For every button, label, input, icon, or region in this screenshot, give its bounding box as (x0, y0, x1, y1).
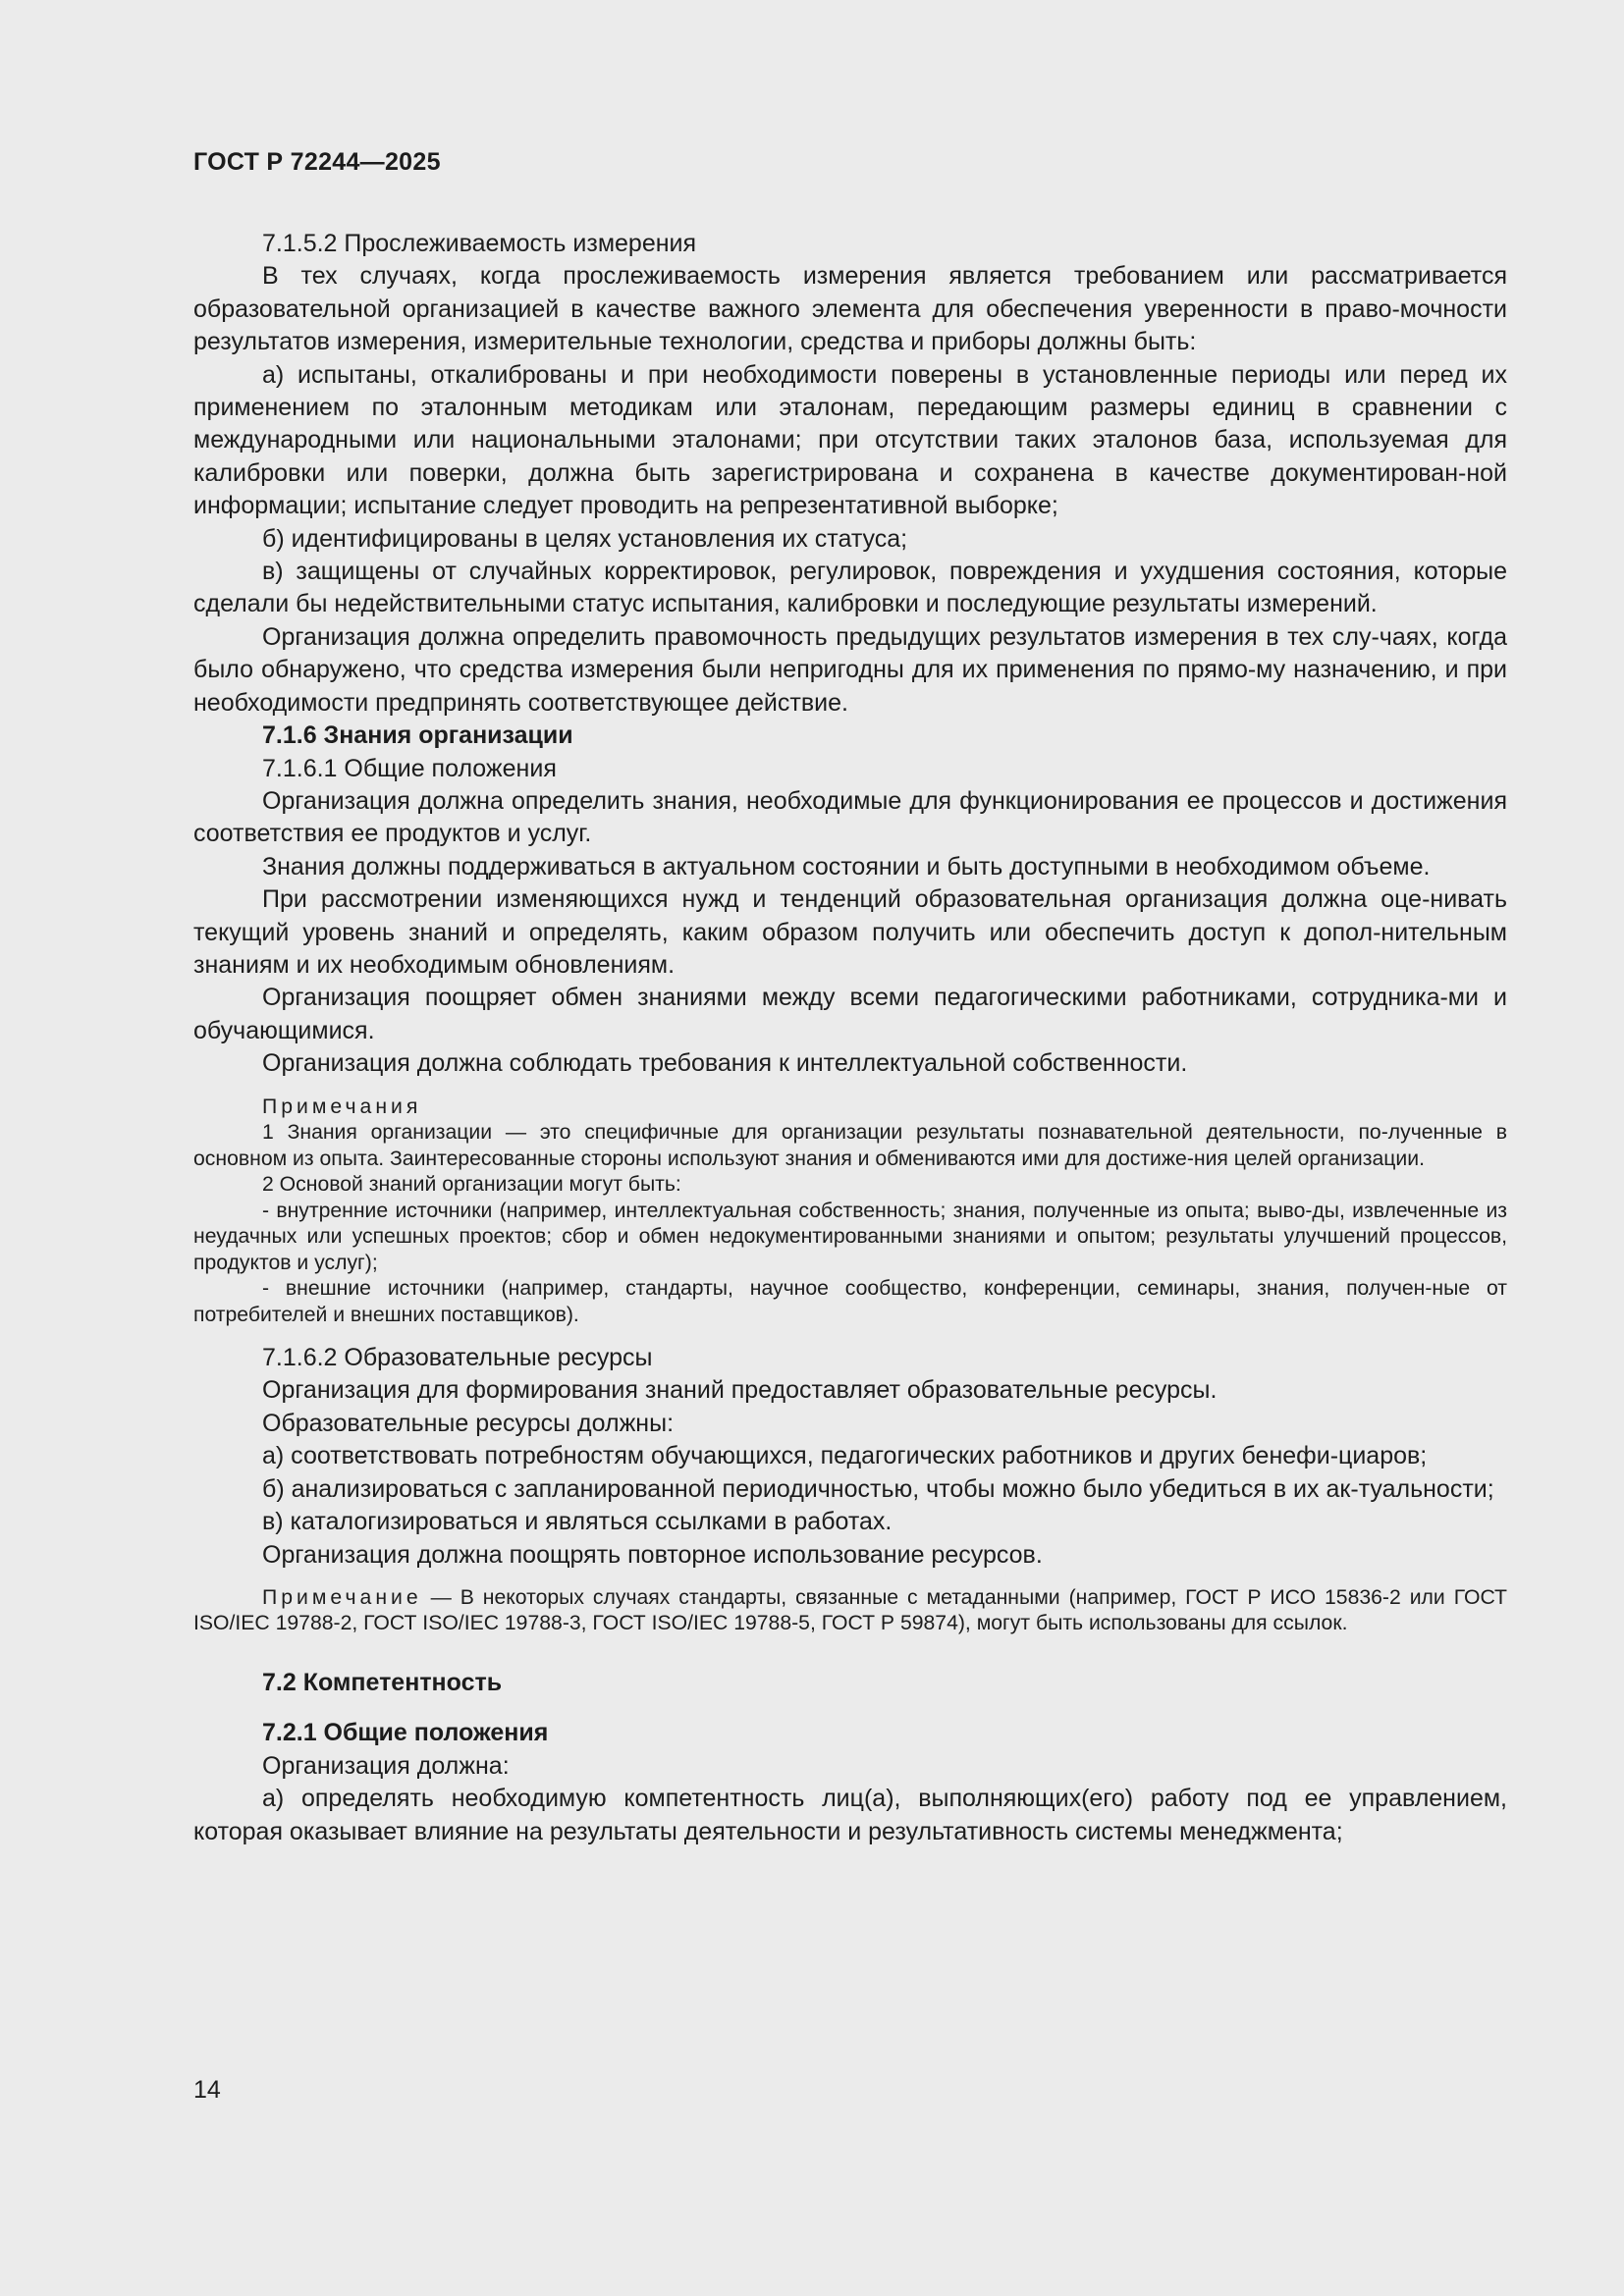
body-paragraph: В тех случаях, когда прослеживаемость измерения является требованием или рассматривается образовательной организацией в качестве важного элемента для обеспечения уверенности в право-мочности результатов измерения, измерительные технологии, средства и приборы должны быть: (193, 262, 1507, 356)
page-content (193, 228, 1507, 1848)
body-paragraph: Организация для формирования знаний предоставляет образовательные ресурсы. (262, 1376, 1218, 1405)
document-header: ГОСТ Р 72244—2025 (193, 148, 441, 176)
body-paragraph: 7.1.5.2 Прослеживаемость измерения (262, 230, 697, 257)
section-heading: 7.1.6 Знания организации (262, 721, 573, 750)
body-paragraph: Организация должна соблюдать требования к интеллектуальной собственности. (262, 1049, 1188, 1078)
body-paragraph: а) соответствовать потребностям обучающихся, педагогических работников и других бенефи-циаров; (262, 1442, 1428, 1470)
body-paragraph: в) защищены от случайных корректировок, регулировок, повреждения и ухудшения состояния, которые сделали бы недействительными статус испытания, калибровки и последующие результаты измерений. (193, 558, 1507, 618)
section-heading: 7.2.1 Общие положения (262, 1719, 549, 1747)
note-paragraph: 1 Знания организации — это специфичные для организации результаты познавательной деятельности, по-лученные в основном из опыта. Заинтересованные стороны используют знания и обмениваются ими для достиже-ния целей организации. (193, 1121, 1507, 1170)
note-label: Примечание (262, 1585, 422, 1609)
page-number: 14 (193, 2076, 221, 2104)
body-paragraph: а) испытаны, откалиброваны и при необходимости поверены в установленные периоды или перед их применением по эталонным методикам или эталонам, передающим размеры единиц в сравнении с международными или национальными эталонами; при отсутствии таких эталонов база, используемая для калибровки или поверки, должна быть зарегистрирована и сохранена в качестве документирован-ной информации; испытание следует проводить на репрезентативной выборке; (193, 360, 1507, 520)
body-paragraph: Знания должны поддерживаться в актуальном состоянии и быть доступными в необходимом объеме. (262, 852, 1431, 881)
body-paragraph: Образовательные ресурсы должны: (262, 1409, 675, 1437)
note-paragraph: 2 Основой знаний организации могут быть: (262, 1173, 681, 1197)
body-paragraph: в) каталогизироваться и являться ссылками в работах. (262, 1508, 893, 1536)
note-text: — В некоторых случаях стандарты, связанные с метаданными (например, ГОСТ Р ИСО 15836-2 или ГОСТ ISO/IEC 19788-2, ГОСТ ISO/IEC 19788-3, ГОСТ ISO/IEC 19788-5, ГОСТ Р 59874), могут быть использованы для ссылок. (193, 1585, 1507, 1635)
body-paragraph: 7.1.6.1 Общие положения (262, 754, 557, 782)
note-paragraph (193, 1585, 1507, 1637)
body-paragraph: а) определять необходимую компетентность лиц(а), выполняющих(его) работу под ее управлением, которая оказывает влияние на результаты деятельности и результативность системы менеджмента; (193, 1785, 1507, 1845)
section-heading: 7.2 Компетентность (262, 1668, 503, 1696)
body-paragraph: б) анализироваться с запланированной периодичностью, чтобы можно было убедиться в их ак-туальности; (262, 1474, 1494, 1503)
body-paragraph: При рассмотрении изменяющихся нужд и тенденций образовательная организация должна оце-нивать текущий уровень знаний и определять, каким образом получить или обеспечить доступ к допол-нительным знаниям и их необходимым обновлениям. (193, 885, 1507, 979)
body-paragraph: Организация должна определить правомочность предыдущих результатов измерения в тех слу-чаях, когда было обнаружено, что средства измерения были непригодны для их применения по прямо-му назначению, и при необходимости предпринять соответствующее действие. (193, 622, 1507, 717)
body-paragraph: Организация должна поощрять повторное использование ресурсов. (262, 1540, 1043, 1569)
body-paragraph: Организация поощряет обмен знаниями между всеми педагогическими работниками, сотрудника-ми и обучающимися. (193, 984, 1507, 1044)
note-paragraph: - внутренние источники (например, интеллектуальная собственность; знания, полученные из опыта; выво-ды, извлеченные из неудачных или успешных проектов; сбор и обмен недокументированными знаниями и опытом; результаты улучшений процессов, продуктов и услуг); (193, 1199, 1507, 1274)
body-paragraph: 7.1.6.2 Образовательные ресурсы (262, 1344, 653, 1372)
note-paragraph: Примечания (262, 1095, 422, 1118)
note-paragraph: - внешние источники (например, стандарты, научное сообщество, конференции, семинары, знания, получен-ные от потребителей и внешних поставщиков). (193, 1277, 1507, 1326)
body-paragraph: б) идентифицированы в целях установления их статуса; (262, 524, 908, 553)
body-paragraph: Организация должна: (262, 1751, 510, 1780)
body-paragraph: Организация должна определить знания, необходимые для функционирования ее процессов и достижения соответствия ее продуктов и услуг. (193, 786, 1507, 848)
